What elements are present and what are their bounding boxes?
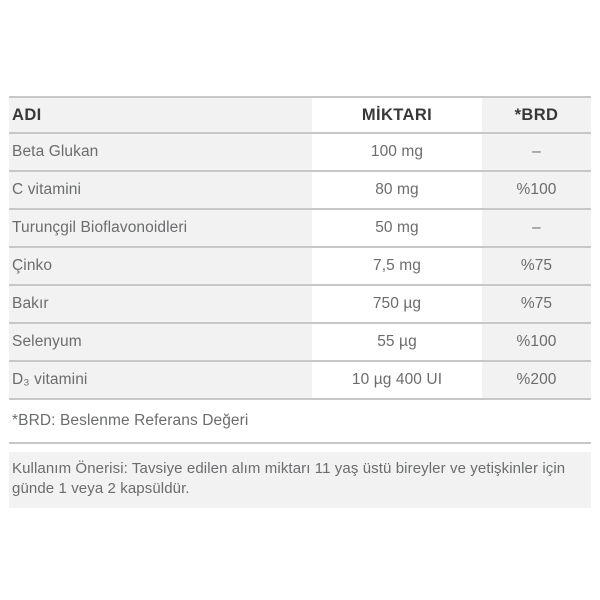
table-row bbox=[9, 134, 591, 172]
table-row bbox=[9, 324, 591, 362]
ingredient-name: Beta Glukan bbox=[9, 134, 312, 170]
ingredient-brd: – bbox=[482, 210, 591, 246]
brd-footnote-row bbox=[9, 400, 591, 444]
ingredient-amount: 7,5 mg bbox=[312, 248, 482, 284]
table-row bbox=[9, 172, 591, 210]
ingredient-amount: 80 mg bbox=[312, 172, 482, 208]
ingredient-amount: 750 µg bbox=[312, 286, 482, 322]
ingredient-brd: %100 bbox=[482, 172, 591, 208]
ingredient-name: Çinko bbox=[9, 248, 312, 284]
ingredient-brd: %200 bbox=[482, 362, 591, 398]
table-row bbox=[9, 362, 591, 400]
ingredient-brd: %75 bbox=[482, 286, 591, 322]
supplement-facts-panel bbox=[9, 96, 591, 508]
ingredient-brd: – bbox=[482, 134, 591, 170]
ingredient-name: C vitamini bbox=[9, 172, 312, 208]
ingredient-brd: %100 bbox=[482, 324, 591, 360]
ingredient-name: Turunçgil Bioflavonoidleri bbox=[9, 210, 312, 246]
supplement-facts-table bbox=[9, 96, 591, 444]
column-header-brd: *BRD bbox=[482, 98, 591, 132]
ingredient-amount: 10 µg 400 UI bbox=[312, 362, 482, 398]
table-header-row bbox=[9, 98, 591, 134]
ingredient-amount: 50 mg bbox=[312, 210, 482, 246]
ingredient-amount: 55 µg bbox=[312, 324, 482, 360]
usage-directions-text: Kullanım Önerisi: Tavsiye edilen alım miktarı 11 yaş üstü bireyler ve yetişkinler için günde 1 veya 2 kapsüldür. bbox=[12, 460, 566, 497]
table-row bbox=[9, 210, 591, 248]
ingredient-brd: %75 bbox=[482, 248, 591, 284]
column-header-adi: ADI bbox=[9, 98, 312, 132]
ingredient-amount: 100 mg bbox=[312, 134, 482, 170]
ingredient-name: Bakır bbox=[9, 286, 312, 322]
usage-directions bbox=[9, 452, 591, 508]
ingredient-name: Selenyum bbox=[9, 324, 312, 360]
table-row bbox=[9, 286, 591, 324]
ingredient-name: D₃ vitamini bbox=[9, 362, 312, 398]
brd-footnote-text: *BRD: Beslenme Referans Değeri bbox=[12, 412, 249, 429]
table-row bbox=[9, 248, 591, 286]
column-header-miktari: MİKTARI bbox=[312, 98, 482, 132]
